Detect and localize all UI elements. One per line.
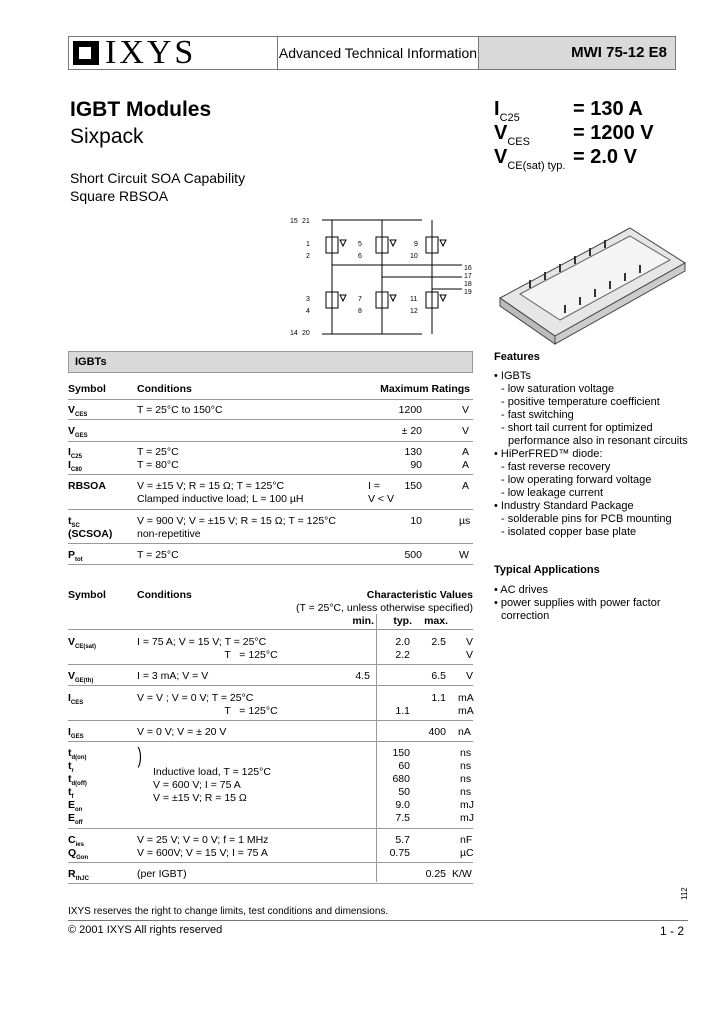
application-item: • AC drives — [494, 584, 548, 596]
applications-title: Typical Applications — [494, 564, 600, 576]
svg-text:12: 12 — [410, 308, 418, 315]
char-header-conditions: Conditions — [137, 589, 192, 601]
feature-item: • Industry Standard Package — [494, 500, 634, 512]
part-number: MWI 75-12 E8 — [571, 44, 667, 61]
svg-text:16: 16 — [464, 265, 472, 272]
max-header-symbol: Symbol — [68, 383, 106, 395]
col-typ: typ. — [393, 615, 412, 627]
divider — [68, 664, 473, 665]
divider — [68, 741, 473, 742]
svg-text:20: 20 — [302, 330, 310, 337]
ixys-logo-icon — [73, 41, 99, 65]
doc-code: 112 — [680, 887, 689, 900]
features-title: Features — [494, 351, 540, 363]
col-max: max. — [424, 615, 448, 627]
svg-text:7: 7 — [358, 296, 362, 303]
application-item: • power supplies with power factor — [494, 597, 661, 609]
brace-bracket: ) — [137, 743, 142, 768]
switch-cond-1: Inductive load, T = 125°C — [153, 766, 271, 778]
page-subtitle: Sixpack — [70, 125, 144, 148]
char-header-values: Characteristic Values — [366, 589, 473, 601]
divider — [68, 862, 473, 863]
spec-vces-value: = 1200 V — [573, 122, 654, 144]
footer-rule — [68, 920, 688, 921]
svg-text:4: 4 — [306, 308, 310, 315]
footer-copyright: © 2001 IXYS All rights reserved — [68, 924, 223, 936]
char-header-symbol: Symbol — [68, 589, 106, 601]
svg-text:6: 6 — [358, 253, 362, 260]
feature-item: - fast switching — [501, 409, 574, 421]
feature-item: - fast reverse recovery — [501, 461, 611, 473]
package-image — [490, 208, 690, 348]
application-item: correction — [501, 610, 550, 622]
svg-text:9: 9 — [414, 241, 418, 248]
divider — [68, 509, 473, 510]
feature-item: - low saturation voltage — [501, 383, 615, 395]
divider — [68, 543, 473, 544]
svg-text:2: 2 — [306, 253, 310, 260]
svg-text:8: 8 — [358, 308, 362, 315]
spec-vcesat: $V_{CE(sat) typ.}$ — [494, 146, 566, 172]
feature-item: - low leakage current — [501, 487, 604, 499]
divider — [68, 474, 473, 475]
feature-item: - short tail current for optimized — [501, 422, 653, 434]
svg-text:14: 14 — [290, 330, 298, 337]
max-header-conditions: Conditions — [137, 383, 192, 395]
feature-item: - solderable pins for PCB mounting — [501, 513, 672, 525]
svg-text:15: 15 — [290, 218, 298, 225]
footer-note: IXYS reserves the right to change limits, test conditions and dimensions. — [68, 906, 389, 917]
divider — [68, 399, 473, 400]
feature-item: • IGBTs — [494, 370, 531, 382]
switch-cond-2: V = 600 V; I = 75 A — [153, 779, 241, 791]
col-min: min. — [352, 615, 374, 627]
header-bar — [68, 36, 676, 70]
spec-ic25-value: = 130 A — [573, 98, 643, 120]
page-number: 1 - 2 — [660, 924, 685, 938]
divider — [68, 419, 473, 420]
feature-rbsoa: Square RBSOA — [70, 188, 169, 204]
spec-ic25: $I_{C25}$ — [494, 98, 520, 124]
divider — [68, 883, 473, 884]
brand-name: IXYS — [105, 34, 197, 71]
svg-text:5: 5 — [358, 241, 362, 248]
svg-text:1: 1 — [306, 241, 310, 248]
svg-text:10: 10 — [410, 253, 418, 260]
section-igbts: IGBTs — [68, 351, 473, 373]
logo — [69, 34, 277, 71]
max-header-ratings: Maximum Ratings — [380, 383, 470, 395]
advanced-info-label: Advanced Technical Information — [277, 37, 479, 69]
divider — [68, 564, 473, 565]
svg-text:19: 19 — [464, 289, 472, 296]
divider — [68, 629, 473, 630]
feature-item: • HiPerFRED™ diode: — [494, 448, 603, 460]
switch-cond-3: V = ±15 V; R = 15 Ω — [153, 792, 247, 804]
spec-vces: $V_{CES}$ — [494, 122, 530, 148]
svg-text:18: 18 — [464, 281, 472, 288]
svg-text:11: 11 — [410, 296, 418, 303]
circuit-schematic — [282, 212, 482, 342]
svg-text:21: 21 — [302, 218, 310, 225]
divider — [68, 685, 473, 686]
feature-item: performance also in resonant circuits — [508, 435, 688, 447]
feature-item: - low operating forward voltage — [501, 474, 652, 486]
svg-text:3: 3 — [306, 296, 310, 303]
feature-item: - positive temperature coefficient — [501, 396, 660, 408]
svg-text:17: 17 — [464, 273, 472, 280]
divider — [68, 720, 473, 721]
divider — [68, 828, 473, 829]
spec-vcesat-value: = 2.0 V — [573, 146, 637, 168]
feature-sc-soa: Short Circuit SOA Capability — [70, 170, 246, 186]
char-note: (T = 25°C, unless otherwise specified) — [295, 602, 473, 614]
page-title: IGBT Modules — [70, 98, 212, 121]
divider — [68, 441, 473, 442]
feature-item: - isolated copper base plate — [501, 526, 637, 538]
